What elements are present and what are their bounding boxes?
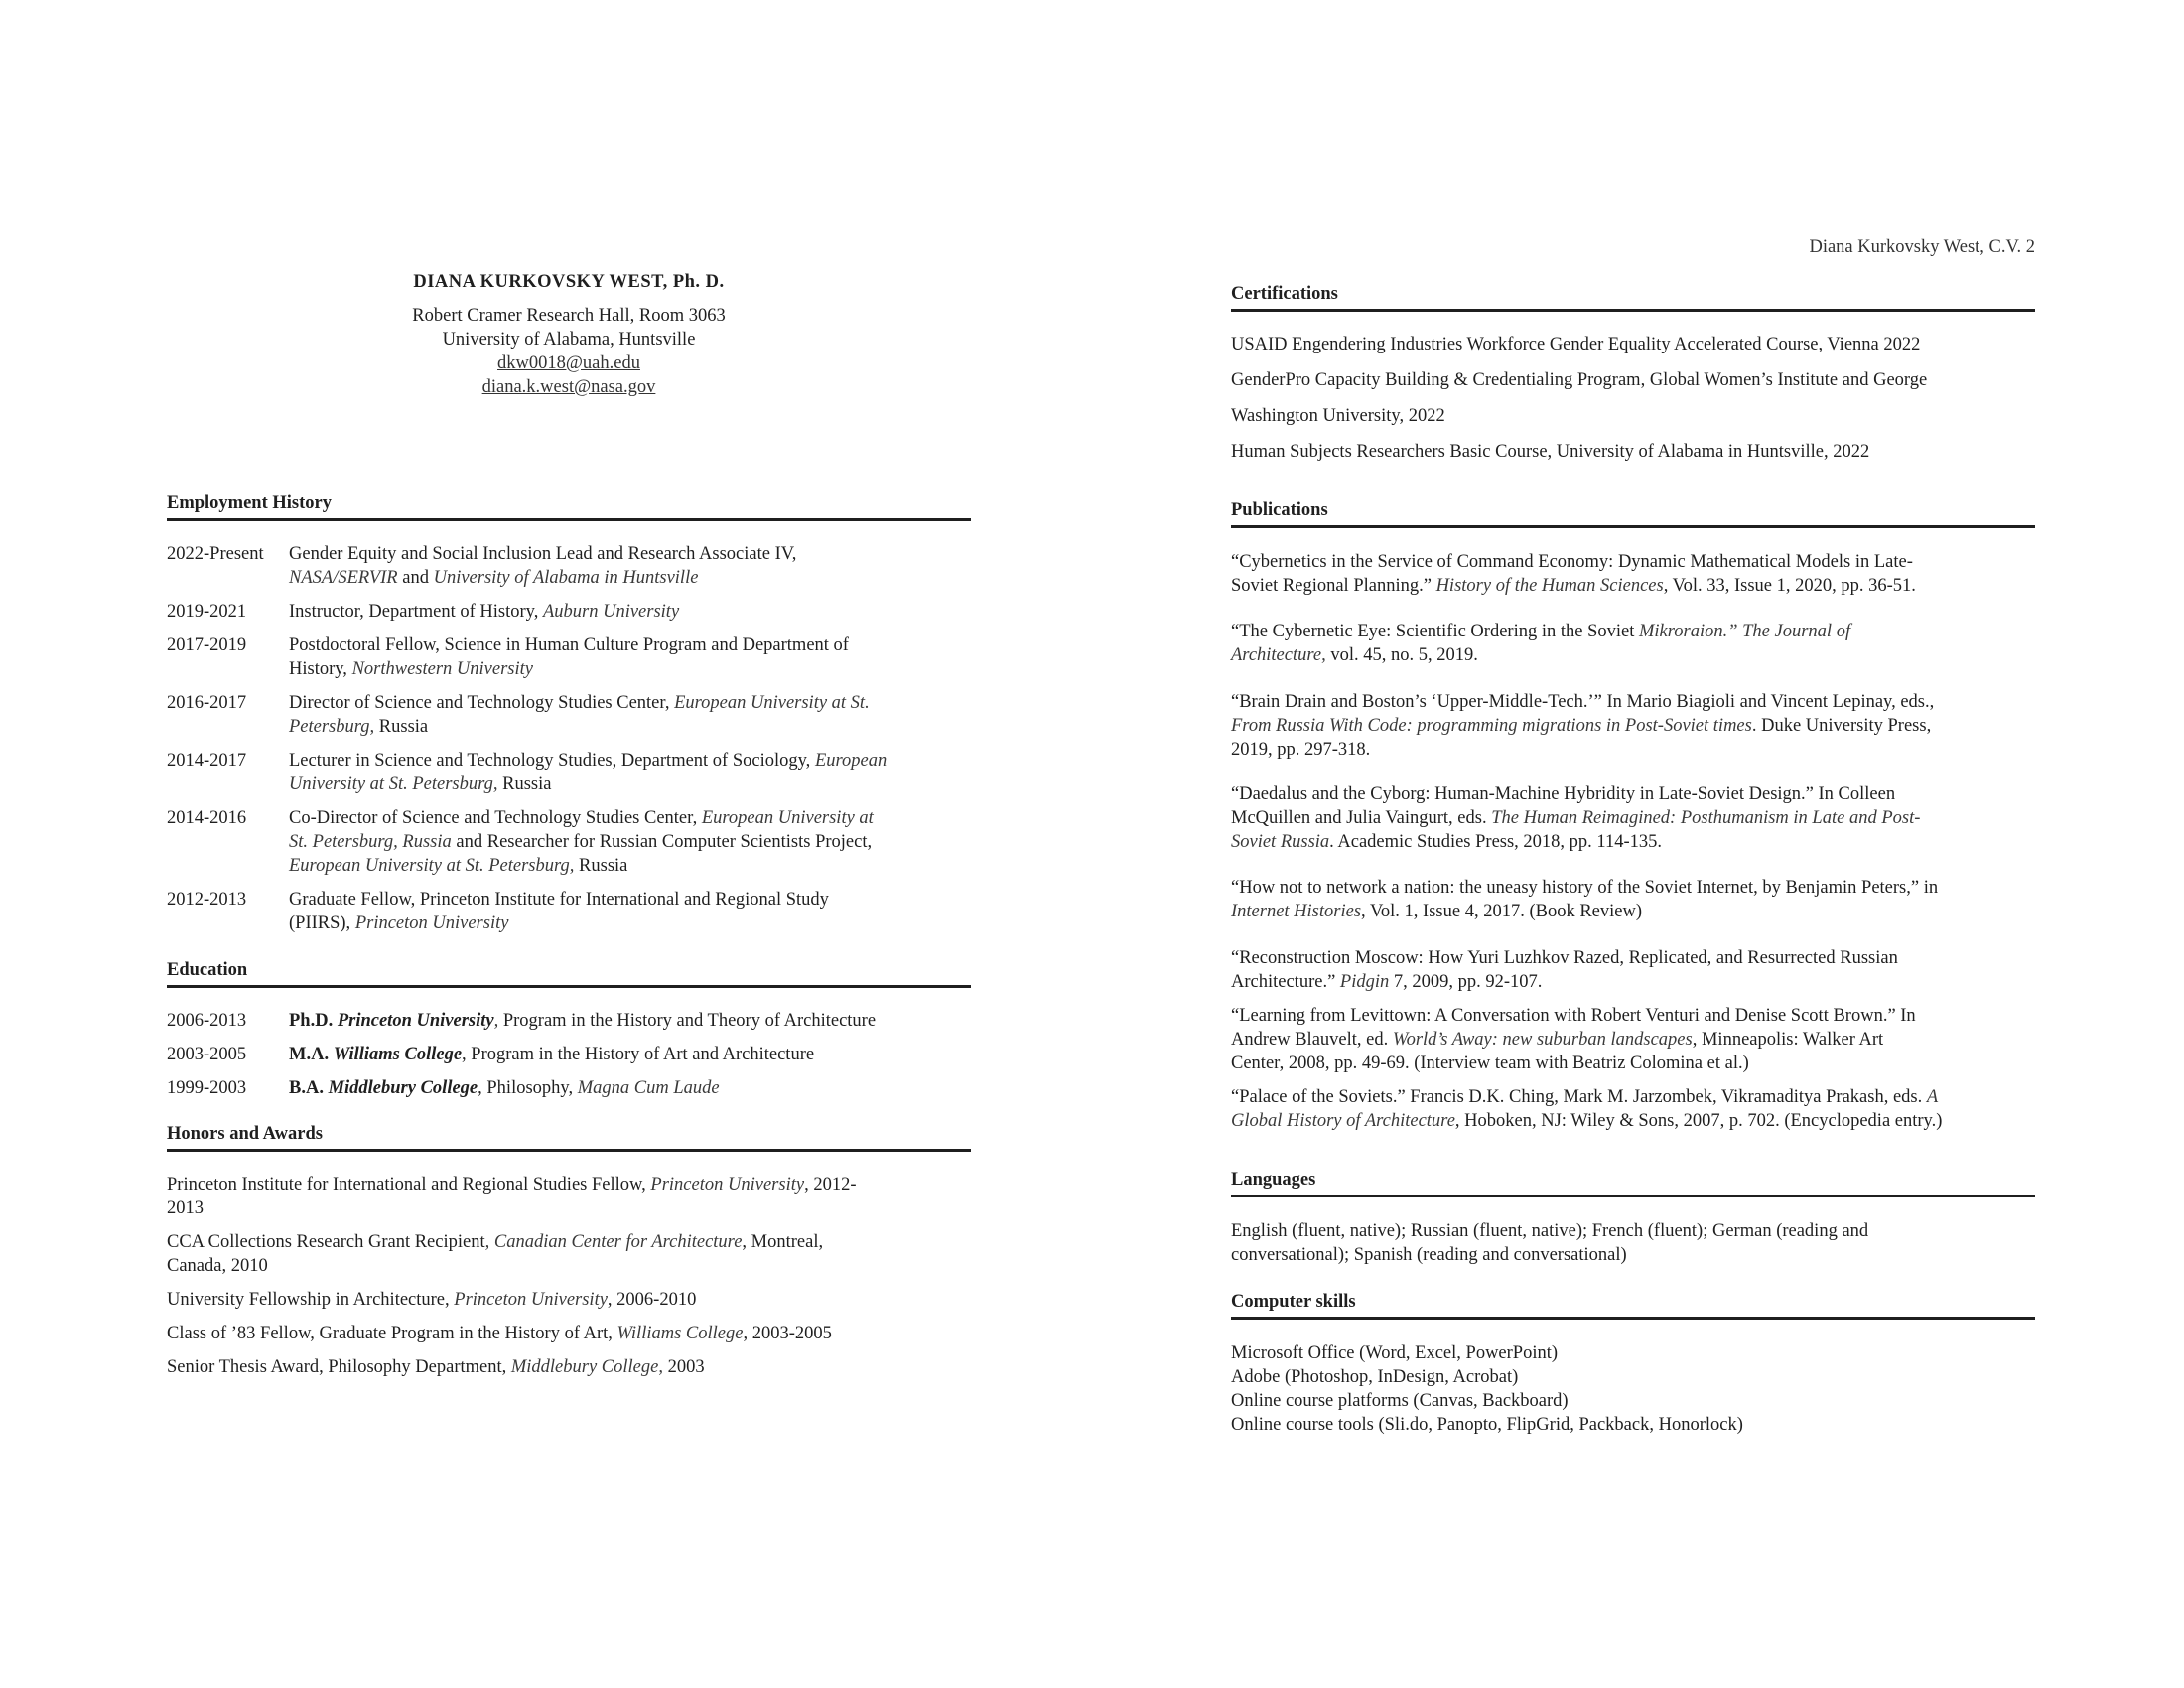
address-line-1: Robert Cramer Research Hall, Room 3063 [412, 306, 726, 326]
publication-entry: “The Cybernetic Eye: Scientific Ordering in the Soviet Mikroraion.” The Journal of Architecture, vol. 45, no. 5, 2019. [1231, 622, 1851, 665]
languages-section-heading: Languages [1231, 1168, 2035, 1197]
email-link-uah[interactable]: dkw0018@uah.edu [497, 353, 640, 373]
section-rule [167, 518, 971, 521]
section-rule [1231, 1195, 2035, 1197]
certifications-section-heading: Certifications [1231, 282, 2035, 312]
education-section-heading: Education [167, 958, 971, 988]
publication-entry: “Cybernetics in the Service of Command Economy: Dynamic Mathematical Models in Late- Soviet Regional Planning.” History of the Human Sciences, Vol. 33, Issue 1, 2020, pp. 36-51. [1231, 552, 1916, 596]
section-rule [167, 985, 971, 988]
honors-section-heading: Honors and Awards [167, 1122, 971, 1152]
certification-item: GenderPro Capacity Building & Credentialing Program, Global Women’s Institute and George [1231, 370, 1928, 390]
publication-entry: “Daedalus and the Cyborg: Human-Machine Hybridity in Late-Soviet Design.” In Colleen McQuillen and Julia Vaingurt, eds. The Human Reimagined: Posthumanism in Late and Post- Soviet Russia. Academic Studies Press, 2018, pp. 114-135. [1231, 784, 1921, 852]
certification-item: Human Subjects Researchers Basic Course, University of Alabama in Huntsville, 2022 [1231, 442, 1870, 462]
skill-item: Adobe (Photoshop, InDesign, Acrobat) [1231, 1367, 1519, 1387]
publication-entry: “Palace of the Soviets.” Francis D.K. Ching, Mark M. Jarzombek, Vikramaditya Prakash, eds. A Global History of Architecture, Hoboken, NJ: Wiley & Sons, 2007, p. 702. (Encyclopedia entry.) [1231, 1087, 1943, 1131]
address-line-2: University of Alabama, Huntsville [442, 330, 696, 350]
section-rule [1231, 1317, 2035, 1320]
running-header: Diana Kurkovsky West, C.V. 2 [1809, 237, 2035, 257]
publication-entry: “Brain Drain and Boston’s ‘Upper-Middle-Tech.’” In Mario Biagioli and Vincent Lepinay, eds., From Russia With Code: programming migrations in Post-Soviet times. Duke University Press, 2019, pp. 297-318. [1231, 692, 1935, 760]
honor-entry: Class of ’83 Fellow, Graduate Program in the History of Art, Williams College, 2003-2005 [167, 1324, 832, 1343]
certification-item: Washington University, 2022 [1231, 406, 1445, 426]
publication-entry: “Reconstruction Moscow: How Yuri Luzhkov Razed, Replicated, and Resurrected Russian Architecture.” Pidgin 7, 2009, pp. 92-107. [1231, 948, 1898, 992]
skill-item: Microsoft Office (Word, Excel, PowerPoint) [1231, 1343, 1559, 1363]
publications-section-heading: Publications [1231, 498, 2035, 528]
honor-entry: Senior Thesis Award, Philosophy Department, Middlebury College, 2003 [167, 1357, 705, 1377]
certification-item: USAID Engendering Industries Workforce Gender Equality Accelerated Course, Vienna 2022 [1231, 335, 1921, 354]
section-rule [1231, 525, 2035, 528]
honor-entry: CCA Collections Research Grant Recipient, Canadian Center for Architecture, Montreal, Canada, 2010 [167, 1232, 824, 1276]
computer-skills-list [1231, 1341, 2035, 1437]
email-link-nasa[interactable]: diana.k.west@nasa.gov [481, 377, 656, 397]
contact-header [167, 270, 971, 399]
skill-item: Online course tools (Sli.do, Panopto, FlipGrid, Packback, Honorlock) [1231, 1415, 1743, 1435]
computer-skills-section-heading: Computer skills [1231, 1290, 2035, 1320]
honor-entry: University Fellowship in Architecture, Princeton University, 2006-2010 [167, 1290, 697, 1310]
section-rule [167, 1149, 971, 1152]
publication-entry: “Learning from Levittown: A Conversation with Robert Venturi and Denise Scott Brown.” In Andrew Blauvelt, ed. World’s Away: new suburban landscapes, Minneapolis: Walker Art Center, 2008, pp. 49-69. (Interview team with Beatriz Colomina et al.) [1231, 1006, 1916, 1073]
honor-entry: Princeton Institute for International and Regional Studies Fellow, Princeton University, 2012- 2013 [167, 1175, 857, 1218]
publication-entry: “How not to network a nation: the uneasy history of the Soviet Internet, by Benjamin Peters,” in Internet Histories, Vol. 1, Issue 4, 2017. (Book Review) [1231, 878, 1939, 921]
person-name: DIANA KURKOVSKY WEST, Ph. D. [413, 272, 725, 292]
employment-section-heading: Employment History [167, 492, 971, 521]
languages-text: English (fluent, native); Russian (fluent, native); French (fluent); German (reading and conversational); Spanish (reading and conversational) [1231, 1221, 1869, 1265]
skill-item: Online course platforms (Canvas, Backboard) [1231, 1391, 1569, 1411]
section-rule [1231, 309, 2035, 312]
